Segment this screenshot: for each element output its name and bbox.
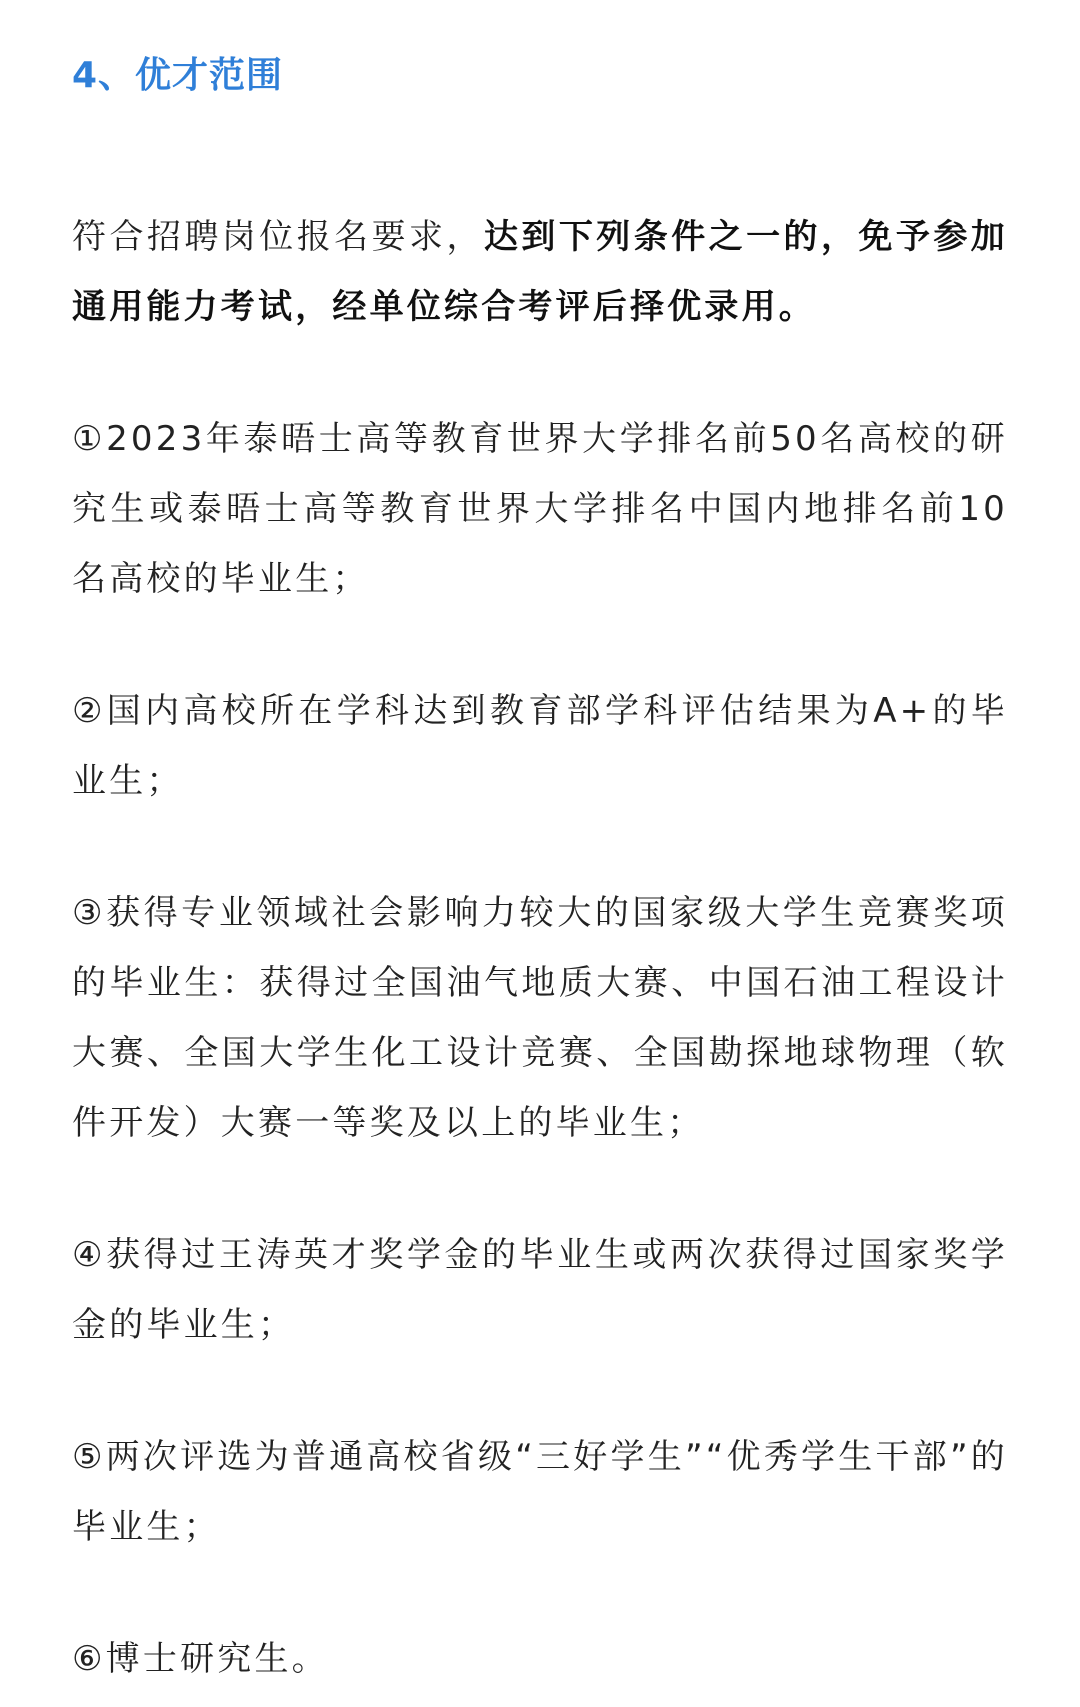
- list-item-1: ①2023年泰晤士高等教育世界大学排名前50名高校的研究生或泰晤士高等教育世界大学排名中国内地排名前10名高校的毕业生；: [72, 419, 1008, 599]
- list-item-6: ⑥博士研究生。: [72, 1639, 329, 1679]
- list-item-2: ②国内高校所在学科达到教育部学科评估结果为A+的毕业生；: [72, 691, 1008, 801]
- list-item-3: ③获得专业领域社会影响力较大的国家级大学生竞赛奖项的毕业生：获得过全国油气地质大赛、中国石油工程设计大赛、全国大学生化工设计竞赛、全国勘探地球物理（软件开发）大赛一等奖及以上的毕业生；: [72, 893, 1008, 1143]
- list-item-5: ⑤两次评选为普通高校省级“三好学生”“优秀学生干部”的毕业生；: [72, 1437, 1008, 1547]
- intro-text: 符合招聘岗位报名要求，: [72, 217, 484, 257]
- section-title: 4、优才范围: [72, 55, 284, 96]
- intro-paragraph: [72, 202, 1008, 342]
- list-item-4: ④获得过王涛英才奖学金的毕业生或两次获得过国家奖学金的毕业生；: [72, 1235, 1008, 1345]
- intro-bold-text: 达到下列条件之一的，免予参加通用能力考试，经单位综合考评后择优录用。: [72, 217, 1008, 327]
